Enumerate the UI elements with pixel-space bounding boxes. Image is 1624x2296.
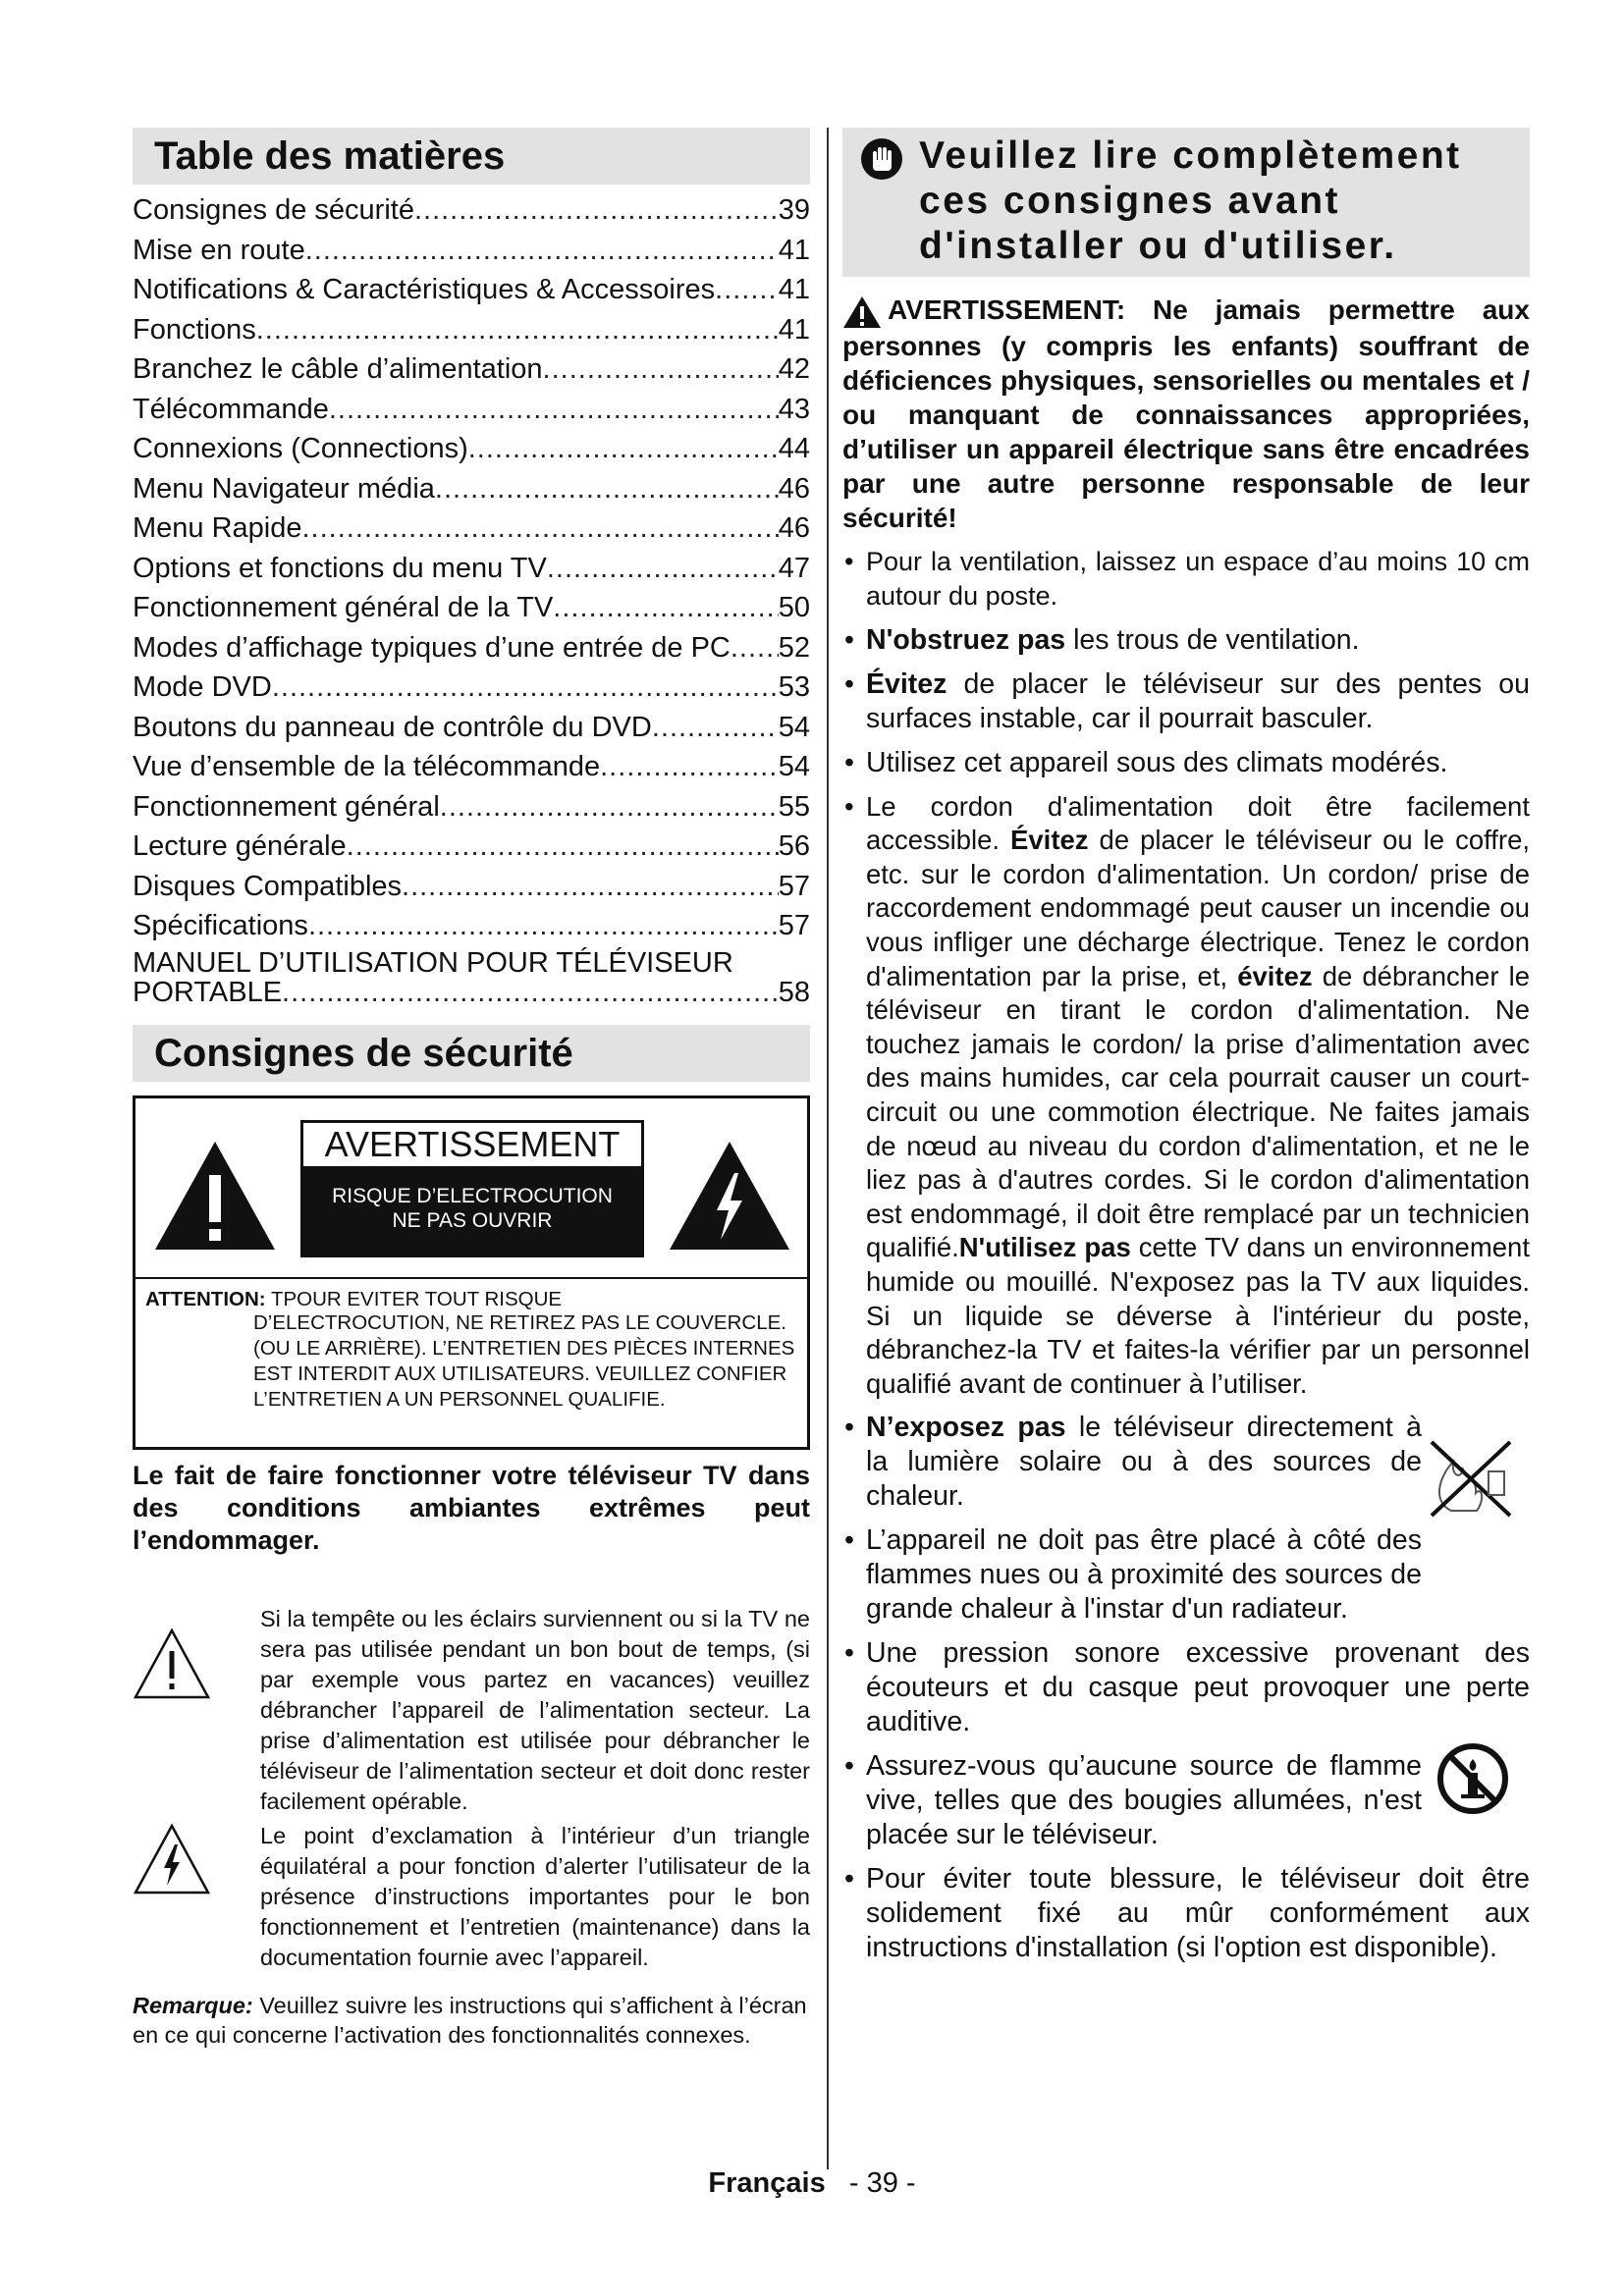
toc-entry-label: Télécommande: [133, 393, 329, 425]
toc-leader-dots: [272, 667, 779, 708]
toc-entry-page: 58: [778, 976, 810, 1008]
toc-entry: [133, 906, 810, 946]
bullet-text: Le cordon d'alimentation doit être facilement accessible.: [866, 790, 1530, 856]
toc-entry-label: Fonctions: [133, 313, 256, 346]
toc-entry-label: Consignes de sécurité: [133, 194, 414, 226]
toc-entry: [133, 310, 810, 350]
toc-entry: [133, 549, 810, 589]
toc-entry-page: 53: [778, 671, 810, 703]
toc-entry: [133, 787, 810, 828]
toc-entry-page: 41: [778, 313, 810, 346]
warning-line-1: RISQUE D’ELECTROCUTION: [332, 1184, 613, 1207]
toc-entry: [133, 349, 810, 390]
toc-entry-label: Vue d’ensemble de la télécommande: [133, 751, 601, 782]
warning-box: [133, 1095, 810, 1450]
safety-bullets: [842, 545, 1530, 1966]
bullet-bold: N’exposez pas: [866, 1412, 1066, 1444]
bullet-text: de débrancher le téléviseur en tirant le cordon d'alimentation. Ne touchez jamais le cordon/ la prise d’alimentation avec des mains humides, car cela pourrait causer un court-circuit ou une commotion électrique. Ne faites jamais de nœud au niveau du cordon d'alimentation, et ne le liez pas à d'autres cordes. Si le cordon d'alimentation est endommagé, il doit être remplacé par un technicien qualifié.: [866, 960, 1530, 1263]
attention-body: D’ELECTROCUTION, NE RETIREZ PAS LE COUVERCLE. (OU LE ARRIÈRE). L’ENTRETIEN DES PIÈCES INTERNES EST INTERDIT AUX UTILISATEURS. VEUILLEZ CONFIER L’ENTRETIEN A UN PERSONNEL QUALIFIE.: [253, 1310, 795, 1411]
exclamation-notice: Le point d’exclamation à l’intérieur d’un triangle équilatéral a pour fonction d’alerter l’utilisateur de la présence d’instructions importantes pour le bon fonctionnement et l’entretien (maintenance) dans la documentation fournie avec l’appareil.: [260, 1822, 810, 1970]
bullet-text: les trous de ventilation.: [1065, 623, 1360, 656]
toc-leader-dots: [347, 827, 779, 867]
toc-entry-page: 41: [778, 274, 810, 305]
toc-entry: [133, 708, 810, 748]
bullet-text: de placer le téléviseur sur des pentes ou surfaces instable, car il pourrait basculer.: [866, 667, 1530, 734]
attention-divider: [135, 1277, 807, 1279]
bullet-text: cette TV dans un environnement humide ou mouillé. N'exposez pas la TV aux liquides. Si un liquide se déverse à l'intérieur du poste, débranchez-la TV et faites-la vérifier par un personnel qualifié avant de continuer à l’utiliser.: [866, 1232, 1530, 1399]
bullet-do-not-obstruct: [842, 623, 1530, 658]
toc-entry: [133, 747, 810, 787]
toc-leader-dots: [256, 310, 779, 350]
attention-text: [145, 1287, 801, 1413]
toc-entry-label: Mode DVD: [133, 671, 272, 703]
toc-entry-label-line1: MANUEL D’UTILISATION POUR TÉLÉVISEUR: [133, 946, 733, 979]
toc-entry-label: Spécifications: [133, 910, 308, 941]
toc-entry-page: 46: [778, 472, 810, 505]
caution-outline-icon: [133, 1628, 211, 1700]
warning-title: AVERTISSEMENT: [300, 1120, 644, 1166]
toc-entry-label: Branchez le câble d’alimentation: [133, 353, 543, 385]
toc-entry-label: Menu Navigateur média: [133, 472, 435, 505]
extreme-conditions-warning: Le fait de faire fonctionner votre téléviseur TV dans des conditions ambiantes extrêmes peut l’endommager.: [133, 1460, 810, 1555]
toc-entry-label: Options et fonctions du menu TV: [133, 552, 547, 584]
page-footer: [0, 2167, 1624, 2200]
toc-entry-page: 52: [778, 631, 810, 664]
toc-entry-page: 46: [778, 512, 810, 544]
toc-entry-page: 57: [778, 870, 810, 902]
bullet-secure-mounting: • Pour éviter toute blessure, le téléviseur doit être solidement fixé au mûr conformément aux instructions d'installation (si l'option est disponible).: [842, 1862, 1530, 1965]
toc-leader-dots: [308, 906, 779, 946]
column-divider: [827, 128, 829, 2169]
toc-leader-dots: [652, 708, 779, 748]
general-warning: [842, 293, 1530, 535]
warning-line-2: NE PAS OUVRIR: [392, 1208, 553, 1232]
toc-entry-page: 54: [778, 751, 810, 782]
heading-text: Veuillez lire complètement ces consignes avant d'installer ou d'utiliser.: [919, 134, 1462, 267]
bullet-text: Assurez-vous qu’aucune source de flamme vive, telles que des bougies allumées, n'est placée sur le téléviseur.: [866, 1750, 1422, 1851]
toc-leader-dots: [282, 978, 779, 1007]
toc-entry-page: 41: [778, 234, 810, 266]
toc-leader-dots: [414, 190, 779, 231]
toc-entry-page: 39: [778, 194, 810, 226]
toc-leader-dots: [435, 469, 779, 509]
bullet-candles: [842, 1749, 1530, 1852]
bullet-sunlight: [842, 1411, 1530, 1514]
table-of-contents: [133, 190, 810, 1007]
toc-entry-label: Fonctionnement général: [133, 790, 440, 823]
lightning-triangle-icon: [666, 1138, 793, 1254]
no-fire-icon: [1422, 1432, 1520, 1521]
warning-triangle-icon: [842, 295, 882, 329]
toc-entry-page: 57: [778, 910, 810, 941]
toc-leader-dots: [547, 549, 779, 589]
toc-entry: [133, 628, 810, 668]
bullet-text: le téléviseur directement à la lumière solaire ou à des sources de chaleur.: [866, 1412, 1422, 1513]
toc-entry: [133, 190, 810, 231]
toc-entry: [133, 390, 810, 430]
bullet-bold: évitez: [1237, 960, 1313, 991]
right-column: [842, 128, 1530, 1965]
toc-entry-label: Fonctionnement général de la TV: [133, 592, 554, 623]
general-warning-text: AVERTISSEMENT: Ne jamais permettre aux personnes (y compris les enfants) souffrant de déficiences physiques, sensorielles ou mentales et / ou manquant de connaissances appropriées, d’utiliser un appareil électrique sans être encadrées par une autre personne responsable de leur sécurité!: [842, 294, 1530, 533]
bullet-bold: Évitez: [1010, 825, 1089, 856]
toc-entry-label: Notifications & Caractéristiques & Accessoires: [133, 274, 716, 305]
toc-entry: [133, 429, 810, 469]
bullet-open-flames: • L’appareil ne doit pas être placé à côté des flammes nues ou à proximité des sources de grande chaleur à l'instar d'un radiateur.: [842, 1523, 1530, 1627]
toc-entry-label: Menu Rapide: [133, 512, 302, 544]
toc-title: Table des matières: [133, 128, 810, 185]
stop-hand-icon: [860, 137, 903, 181]
bullet-power-cord: [842, 790, 1530, 1402]
attention-label: ATTENTION:: [145, 1287, 266, 1310]
toc-entry-label: PORTABLE: [133, 976, 283, 1008]
toc-entry: [133, 231, 810, 271]
toc-entry: [133, 867, 810, 907]
toc-entry-label: Connexions (Connections): [133, 433, 468, 464]
toc-entry-page: 47: [778, 552, 810, 584]
toc-leader-dots: [600, 747, 779, 787]
attention-line-1: TPOUR EVITER TOUT RISQUE: [270, 1287, 563, 1310]
bullet-bold: N'utilisez pas: [958, 1232, 1131, 1263]
toc-entry-page: 55: [778, 790, 810, 823]
storm-notice: Si la tempête ou les éclairs surviennent ou si la TV ne sera pas utilisée pendant un bon bout de temps, (si par exemple vous partez en vacances) veuillez débrancher l’appareil de l’alimentation secteur. La prise d’alimentation est utilisée pour débrancher le téléviseur de l’alimentation secteur et doit donc rester facilement opérable.: [260, 1605, 810, 1814]
toc-leader-dots: [440, 787, 779, 828]
bullet-ventilation-space: • Pour la ventilation, laissez un espace d’au moins 10 cm autour du poste.: [842, 545, 1530, 614]
toc-entry-page: 42: [778, 353, 810, 385]
page-number: - 39 -: [848, 2167, 916, 2199]
safety-title: Consignes de sécurité: [133, 1025, 810, 1082]
footer-language: Français: [708, 2167, 826, 2199]
notices: [133, 1604, 810, 2050]
lightning-outline-icon: [133, 1823, 211, 1896]
toc-entry-label: Boutons du panneau de contrôle du DVD: [133, 711, 652, 743]
toc-entry-page: 54: [778, 711, 810, 743]
remark: [133, 1991, 810, 2050]
bullet-bold: Évitez: [866, 667, 947, 700]
toc-entry-label: Lecture générale: [133, 830, 347, 862]
toc-entry: [133, 667, 810, 708]
toc-entry: [133, 978, 810, 1007]
toc-leader-dots: [468, 429, 779, 469]
bullet-bold: N'obstruez pas: [866, 623, 1066, 656]
toc-entry: [133, 588, 810, 628]
exclamation-triangle-icon: [151, 1138, 279, 1254]
warning-card: [300, 1120, 644, 1257]
toc-entry-page: 50: [778, 592, 810, 623]
bullet-avoid-slopes: [842, 667, 1530, 736]
toc-entry: [133, 827, 810, 867]
no-candle-icon: [1435, 1741, 1510, 1816]
toc-leader-dots: [329, 390, 779, 430]
bullet-sound-pressure: • Une pression sonore excessive provenant des écouteurs et du casque peut provoquer une perte auditive.: [842, 1636, 1530, 1739]
remark-text: Veuillez suivre les instructions qui s’affichent à l’écran en ce qui concerne l’activation des fonctionnalités connexes.: [133, 1992, 807, 2048]
toc-leader-dots: [731, 628, 779, 668]
warning-subtitle: [300, 1166, 644, 1257]
toc-leader-dots: [302, 508, 779, 549]
bullet-moderate-climate: • Utilisez cet appareil sous des climats modérés.: [842, 746, 1530, 780]
toc-entry-page: 44: [778, 433, 810, 464]
toc-entry: [133, 270, 810, 310]
toc-entry: [133, 508, 810, 549]
toc-leader-dots: [402, 867, 779, 907]
bullet-text: de placer le téléviseur ou le coffre, etc. sur le cordon d'alimentation. Un cordon/ prise de raccordement endommagé peut causer un incendie ou vous infliger une décharge électrique. Tenez le cordon d'alimentation par la prise, et,: [866, 825, 1531, 991]
toc-leader-dots: [543, 349, 779, 390]
read-instructions-heading: [842, 128, 1530, 277]
toc-entry-page: 43: [778, 393, 810, 425]
left-column: [133, 128, 810, 2050]
toc-entry-label: Mise en route: [133, 234, 305, 266]
toc-entry: [133, 469, 810, 509]
remark-label: Remarque:: [133, 1992, 253, 2018]
toc-entry-page: 56: [778, 830, 810, 862]
toc-entry-label: Modes d’affichage typiques d’une entrée de PC: [133, 631, 731, 664]
toc-leader-dots: [715, 270, 779, 310]
toc-leader-dots: [305, 231, 779, 271]
toc-entry-label: Disques Compatibles: [133, 870, 403, 902]
toc-leader-dots: [553, 588, 778, 628]
